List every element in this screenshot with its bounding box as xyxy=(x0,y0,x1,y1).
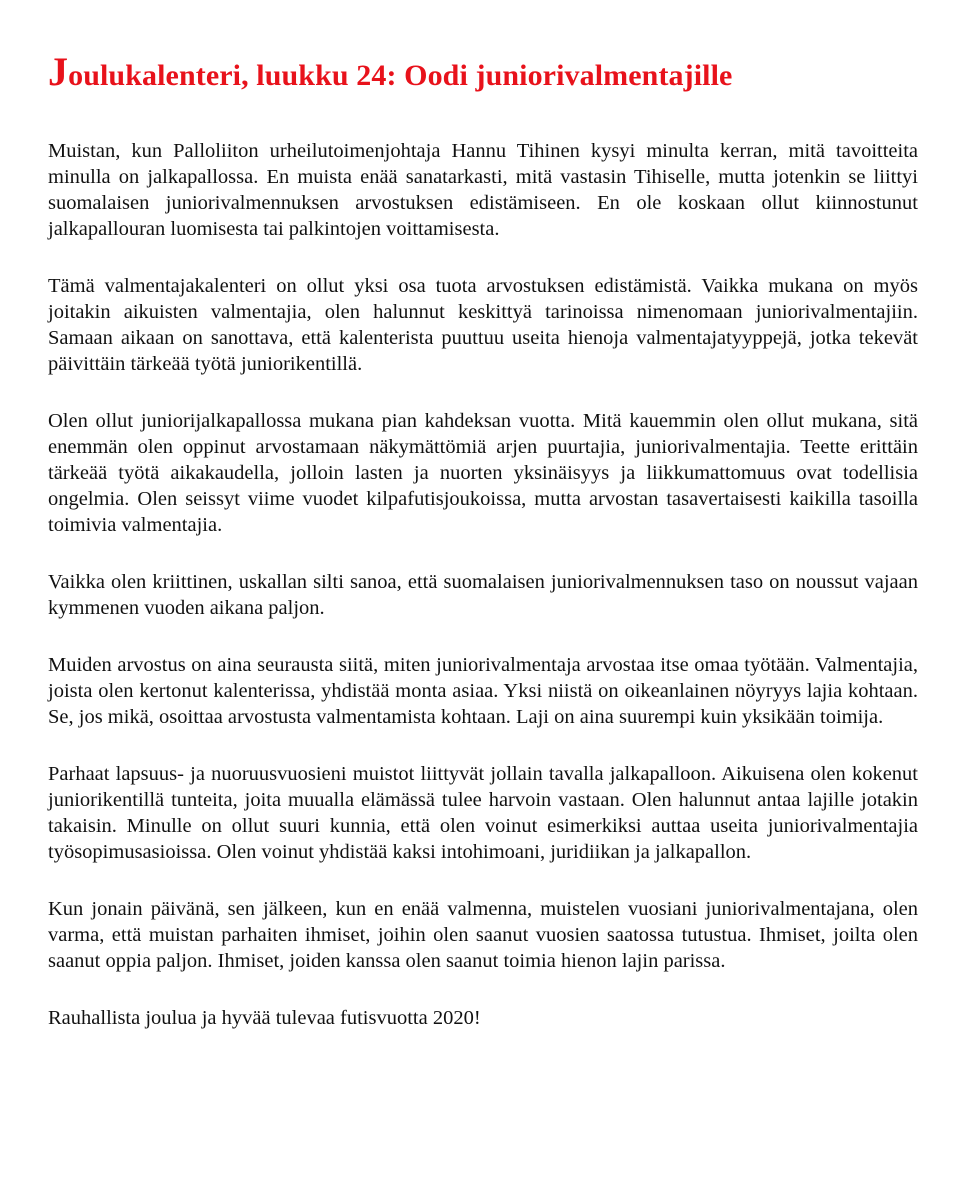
article-title xyxy=(48,49,918,96)
paragraph-4: Vaikka olen kriittinen, uskallan silti sanoa, että suomalaisen juniorivalmennuksen taso on noussut vajaan kymmenen vuoden aikana paljon. xyxy=(48,571,918,619)
paragraph-1: Muistan, kun Palloliiton urheilutoimenjohtaja Hannu Tihinen kysyi minulta kerran, mitä tavoitteita minulla on jalkapallossa. En muista enää sanatarkasti, mitä vastasin Tihiselle, mutta jotenkin se liittyi suomalaisen juniorivalmennuksen arvostuksen edistämiseen. En ole koskaan ollut kiinnostunut jalkapallouran luomisesta tai palkintojen voittamisesta. xyxy=(48,140,918,240)
paragraph-2: Tämä valmentajakalenteri on ollut yksi osa tuota arvostuksen edistämistä. Vaikka mukana on myös joitakin aikuisten valmentajia, olen halunnut keskittyä tarinoissa nimenomaan juniorivalmentajiin. Samaan aikaan on sanottava, että kalenterista puuttuu useita hienoja valmentajatyyppejä, jotka tekevät päivittäin tärkeää työtä juniorikentillä. xyxy=(48,275,918,375)
article xyxy=(48,49,918,1062)
title-text: oulukalenteri, luukku 24: Oodi juniorivalmentajille xyxy=(68,59,733,92)
closing-line: Rauhallista joulua ja hyvää tulevaa futisvuotta 2020! xyxy=(48,1007,481,1029)
paragraph-3: Olen ollut juniorijalkapallossa mukana pian kahdeksan vuotta. Mitä kauemmin olen ollut mukana, sitä enemmän olen oppinut arvostamaan näkymättömiä arjen puurtajia, juniorivalmentajia. Teette erittäin tärkeää työtä aikakaudella, jolloin lasten ja nuorten yksinäisyys ja liikkumattomuus ovat todellisia ongelmia. Olen seissyt viime vuodet kilpafutisjoukoissa, mutta arvostan tasavertaisesti kaikilla tasoilla toimivia valmentajia. xyxy=(48,410,918,536)
paragraph-5: Muiden arvostus on aina seurausta siitä, miten juniorivalmentaja arvostaa itse omaa työtään. Valmentajia, joista olen kertonut kalenterissa, yhdistää monta asiaa. Yksi niistä on oikeanlainen nöyryys lajia kohtaan. Se, jos mikä, osoittaa arvostusta valmentamista kohtaan. Laji on aina suurempi kuin yksikään toimija. xyxy=(48,654,918,728)
title-initial: J xyxy=(48,49,69,94)
paragraph-6: Parhaat lapsuus- ja nuoruusvuosieni muistot liittyvät jollain tavalla jalkapalloon. Aikuisena olen kokenut juniorikentillä tunteita, joita muualla elämässä tulee harvoin vastaan. Olen halunnut antaa lajille jotakin takaisin. Minulle on ollut suuri kunnia, että olen voinut esimerkiksi auttaa useita juniorivalmentajia työsopimusasioissa. Olen voinut yhdistää kaksi intohimoani, juridiikan ja jalkapallon. xyxy=(48,763,918,863)
article-body xyxy=(48,138,918,1031)
paragraph-7: Kun jonain päivänä, sen jälkeen, kun en enää valmenna, muistelen vuosiani juniorivalmentajana, olen varma, että muistan parhaiten ihmiset, joihin olen saanut vuosien saatossa tutustua. Ihmiset, joilta olen saanut oppia paljon. Ihmiset, joiden kanssa olen saanut toimia hienon lajin parissa. xyxy=(48,898,918,972)
